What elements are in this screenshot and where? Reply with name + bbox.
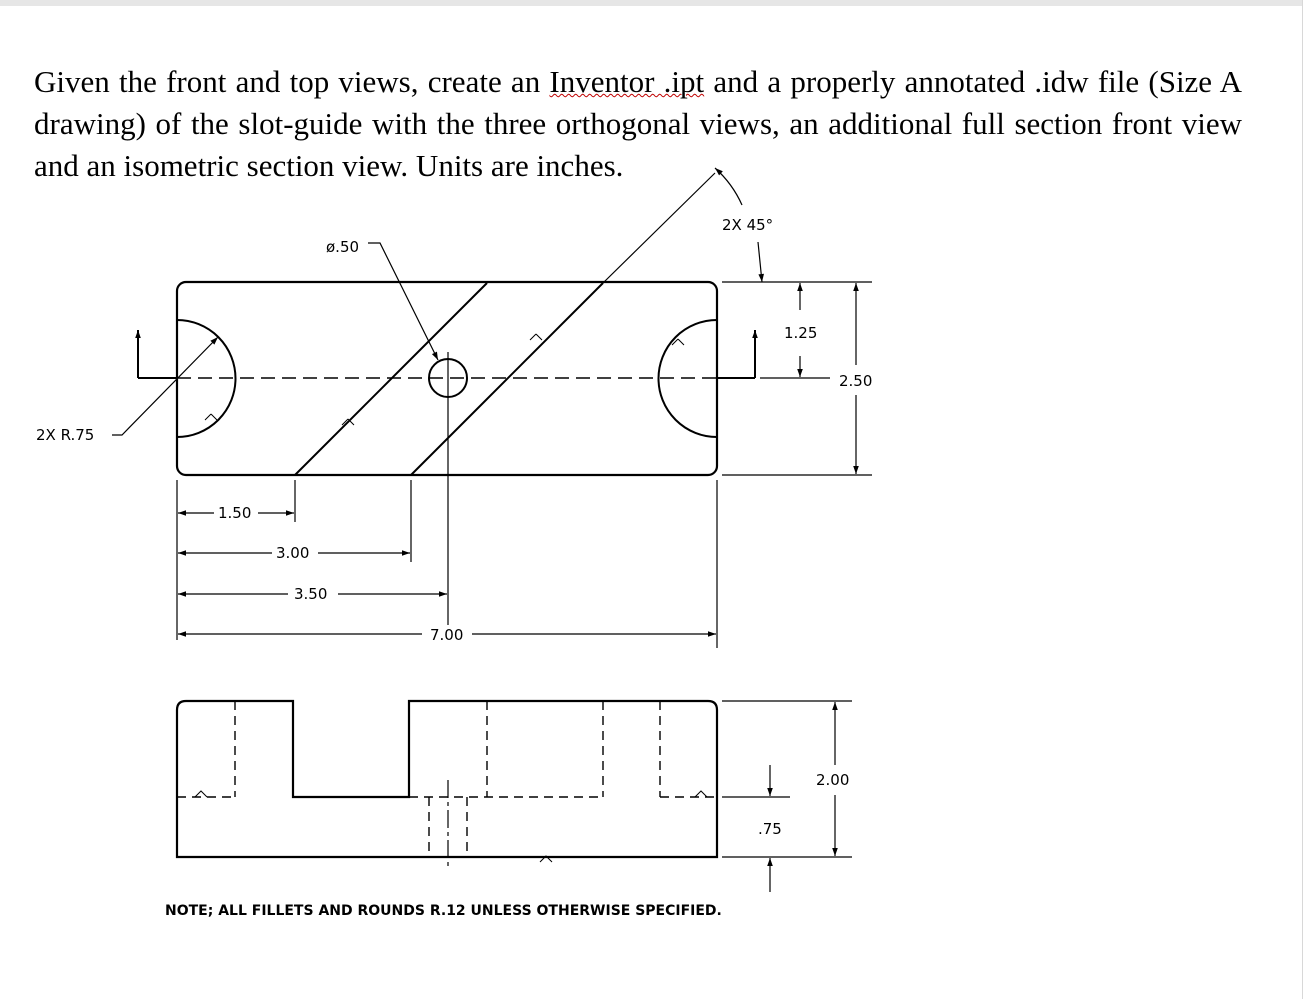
dim-3-50-label: 3.50	[294, 585, 328, 603]
dim-1-25-label: 1.25	[784, 324, 818, 342]
slot-edge-1	[295, 283, 487, 475]
top-view-labels	[36, 216, 872, 644]
front-view-dimensions	[722, 701, 852, 892]
instructions-part1: Given the front and top views, create an	[34, 64, 550, 99]
top-view-outline	[177, 282, 717, 475]
fillet-note: NOTE; ALL FILLETS AND ROUNDS R.12 UNLESS OTHERWISE SPECIFIED.	[165, 903, 722, 919]
dim-3-00-label: 3.00	[276, 544, 310, 562]
dim-2-50-label: 2.50	[839, 372, 873, 390]
radius-leader	[112, 337, 218, 435]
radius-label: 2X R.75	[36, 426, 95, 444]
hole-dia-label: ø.50	[326, 238, 360, 256]
dim-7-00-label: 7.00	[430, 626, 464, 644]
top-view	[138, 282, 755, 625]
angle-extension	[603, 173, 715, 283]
angle-label: 2X 45°	[722, 216, 774, 234]
dim-1-50-label: 1.50	[218, 504, 252, 522]
front-view-labels	[165, 771, 849, 919]
dim-2-00-label: 2.00	[816, 771, 850, 789]
top-view-dimensions	[112, 168, 872, 648]
front-view	[177, 701, 717, 870]
dim-0-75-label: .75	[758, 820, 782, 838]
instructions-part2: and a properly annotated .idw file (Size A drawing) of the slot-guide with the three orthogonal views, an additional full section front view and an isometric section view. Units are inches.	[34, 64, 1242, 183]
front-view-outline	[177, 701, 717, 857]
angle-arc	[715, 168, 742, 205]
slot-edge-2	[411, 283, 603, 475]
inventor-link[interactable]: Inventor .ipt	[549, 64, 705, 99]
